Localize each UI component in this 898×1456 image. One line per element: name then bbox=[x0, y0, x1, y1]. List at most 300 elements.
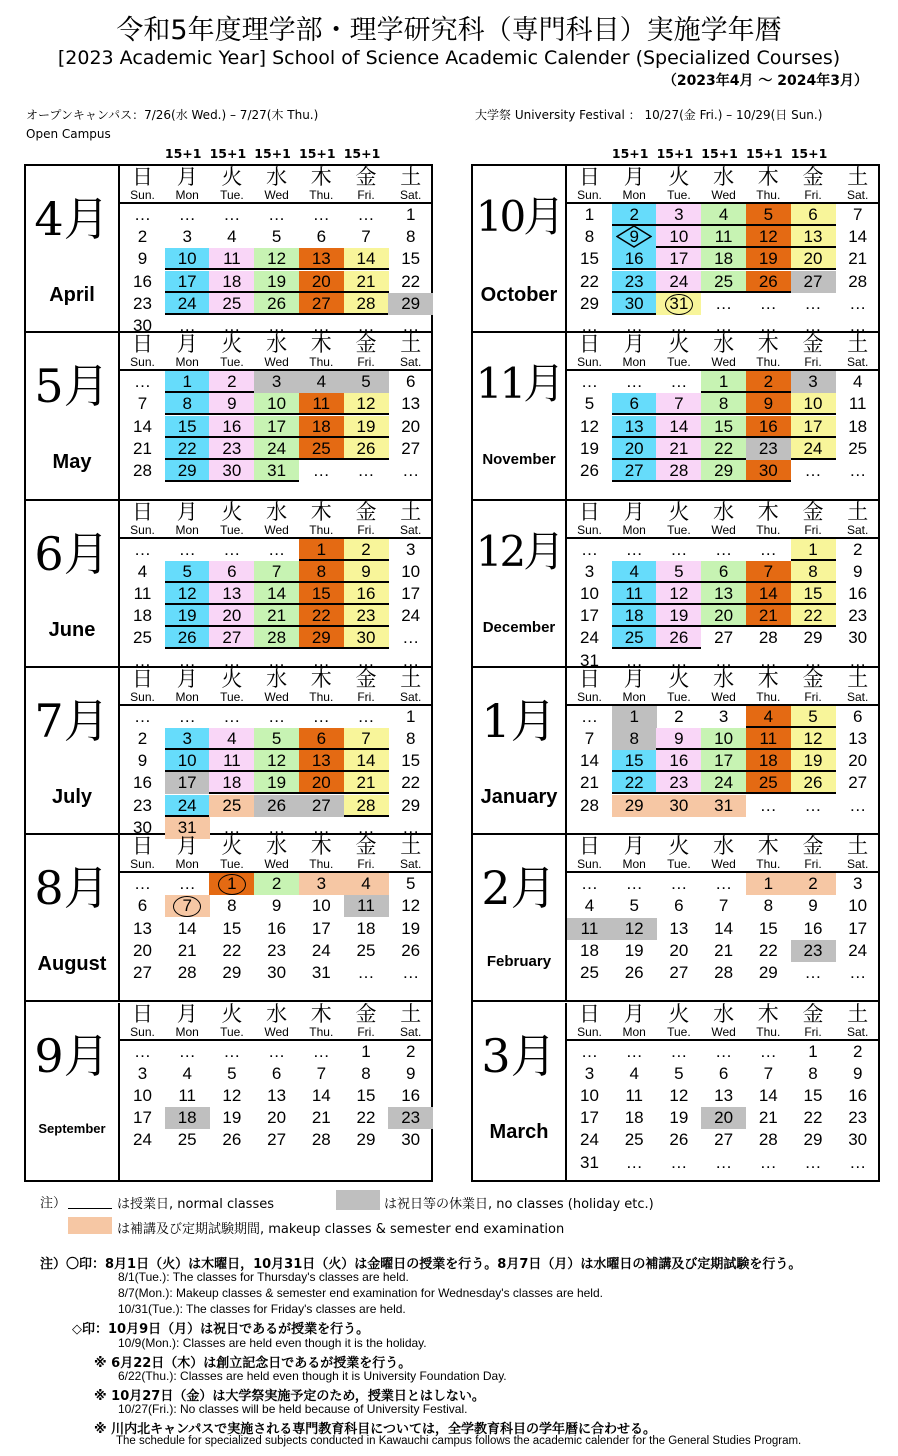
day-number: 17 bbox=[580, 606, 599, 626]
day-number: … bbox=[178, 205, 196, 224]
day-number: 22 bbox=[624, 773, 644, 793]
day-number: 21 bbox=[714, 940, 734, 960]
weekday-header-en: Fri. bbox=[804, 188, 822, 202]
day-number: 30 bbox=[401, 1130, 421, 1150]
day-cell bbox=[254, 1085, 299, 1107]
weekday-header-jp: 水 bbox=[266, 499, 288, 524]
weekday-header-jp: 金 bbox=[355, 499, 377, 524]
day-number: 10 bbox=[803, 394, 823, 414]
day-number: … bbox=[670, 1152, 688, 1172]
day-cell bbox=[165, 750, 210, 772]
day-cell bbox=[165, 728, 210, 750]
day-number: 6 bbox=[137, 896, 148, 916]
day-cell bbox=[299, 873, 344, 895]
weekday-header-en: Sun. bbox=[130, 857, 155, 872]
legend-makeup-text: は補講及び定期試験期間, makeup classes & semester end examination bbox=[117, 1222, 565, 1237]
weekday-header-en: Mon bbox=[622, 857, 646, 872]
week-count-label: 15+1 bbox=[164, 146, 202, 161]
day-cell bbox=[299, 416, 344, 438]
day-cell bbox=[254, 795, 299, 817]
day-number: 3 bbox=[316, 874, 327, 894]
day-number: 14 bbox=[848, 227, 868, 247]
day-cell bbox=[791, 895, 836, 917]
day-cell bbox=[701, 561, 746, 583]
day-cell bbox=[165, 248, 210, 270]
day-cell bbox=[165, 204, 210, 226]
day-number: 15 bbox=[401, 249, 421, 269]
weekday-header-jp: 火 bbox=[668, 332, 690, 357]
day-cell bbox=[567, 1063, 612, 1085]
day-cell bbox=[299, 918, 344, 940]
month-label-jp: 2月 bbox=[481, 861, 557, 916]
day-number: 16 bbox=[267, 918, 287, 938]
day-number: 22 bbox=[222, 940, 242, 960]
day-cell bbox=[746, 293, 791, 315]
day-cell bbox=[746, 1063, 791, 1085]
day-number: 27 bbox=[311, 293, 331, 313]
day-number: 1 bbox=[808, 1041, 818, 1061]
day-number: 18 bbox=[848, 416, 868, 436]
day-number: … bbox=[357, 316, 375, 335]
day-number: 17 bbox=[803, 416, 823, 436]
day-number: 29 bbox=[803, 1130, 823, 1150]
circle-mark: 1 bbox=[218, 874, 246, 895]
day-cell bbox=[835, 706, 880, 728]
day-number: 25 bbox=[222, 795, 242, 815]
day-number: … bbox=[357, 205, 375, 224]
day-cell bbox=[344, 895, 389, 917]
month-label bbox=[473, 333, 565, 498]
day-number: 22 bbox=[356, 1108, 376, 1128]
day-number: 23 bbox=[401, 1108, 421, 1128]
day-number: 1 bbox=[629, 706, 639, 726]
weekday-header-jp: 木 bbox=[310, 666, 332, 691]
weekday-header-jp: 月 bbox=[176, 834, 198, 859]
day-cell bbox=[165, 271, 210, 293]
day-number: 30 bbox=[848, 1130, 868, 1150]
day-cell bbox=[120, 1063, 165, 1085]
weekday-header-en: Thu. bbox=[756, 355, 781, 370]
day-cell bbox=[254, 226, 299, 248]
day-cell bbox=[120, 371, 165, 393]
day-number: 11 bbox=[178, 1085, 197, 1105]
day-cell bbox=[746, 728, 791, 750]
weekday-header-jp: 火 bbox=[221, 165, 243, 189]
day-number: 5 bbox=[182, 561, 192, 581]
weekday-header-en: Mon bbox=[622, 689, 646, 704]
day-number: 21 bbox=[356, 773, 376, 793]
day-cell bbox=[656, 248, 701, 270]
month-label bbox=[473, 835, 565, 1000]
month-block bbox=[26, 501, 431, 668]
day-cell bbox=[746, 962, 791, 984]
day-cell bbox=[746, 460, 791, 482]
day-number: 26 bbox=[401, 940, 421, 960]
weekday-header-en: Fri. bbox=[804, 355, 822, 370]
day-cell bbox=[344, 605, 389, 627]
day-number: 7 bbox=[763, 561, 774, 581]
month-label-en: March bbox=[489, 1120, 549, 1143]
day-cell bbox=[120, 1129, 165, 1151]
day-number: 18 bbox=[133, 606, 152, 626]
weekday-header-en: Fri. bbox=[357, 355, 375, 370]
day-number: 5 bbox=[674, 561, 684, 581]
day-cell bbox=[209, 627, 254, 649]
day-number: 6 bbox=[271, 1063, 282, 1083]
day-cell bbox=[701, 248, 746, 270]
day-cell bbox=[299, 1107, 344, 1129]
day-cell bbox=[388, 416, 433, 438]
day-number: 19 bbox=[222, 1108, 242, 1128]
day-cell bbox=[612, 371, 657, 393]
day-number: 20 bbox=[222, 606, 242, 626]
day-number: 24 bbox=[580, 1130, 599, 1150]
weekday-header-jp: 月 bbox=[623, 1001, 645, 1026]
day-cell bbox=[344, 750, 389, 772]
day-number: … bbox=[268, 539, 286, 559]
weekday-header-jp: 金 bbox=[802, 499, 824, 524]
day-number: 16 bbox=[356, 583, 376, 603]
day-number: 28 bbox=[580, 795, 599, 815]
month-block bbox=[473, 333, 878, 500]
day-number: … bbox=[402, 650, 420, 670]
day-cell bbox=[299, 1063, 344, 1085]
day-number: 11 bbox=[714, 227, 733, 247]
day-number: 8 bbox=[763, 896, 774, 916]
day-cell bbox=[165, 293, 210, 315]
day-cell bbox=[388, 750, 433, 772]
day-number: … bbox=[223, 817, 241, 837]
day-cell bbox=[209, 772, 254, 794]
day-cell bbox=[344, 393, 389, 415]
day-number: 13 bbox=[267, 1085, 287, 1105]
day-cell bbox=[299, 627, 344, 649]
day-number: 24 bbox=[669, 271, 689, 291]
day-number: 26 bbox=[803, 773, 823, 793]
weekday-header-en: Sat. bbox=[847, 355, 869, 370]
diamond-day-text: 9 bbox=[629, 227, 639, 247]
weekday-header-en: Sat. bbox=[847, 689, 869, 704]
day-cell bbox=[254, 1129, 299, 1151]
weekday-header-jp: 日 bbox=[132, 165, 153, 189]
day-number: 2 bbox=[674, 706, 684, 726]
day-cell bbox=[120, 750, 165, 772]
day-number: … bbox=[715, 650, 733, 670]
day-number: 23 bbox=[356, 606, 376, 626]
day-cell bbox=[701, 1129, 746, 1151]
day-number: 15 bbox=[714, 416, 734, 436]
day-number: 14 bbox=[758, 583, 778, 603]
day-number: … bbox=[312, 650, 330, 670]
day-cell bbox=[120, 962, 165, 984]
day-number: 26 bbox=[624, 962, 644, 982]
day-number: 15 bbox=[624, 751, 644, 771]
weekday-header-en: Sun. bbox=[577, 857, 602, 872]
day-cell bbox=[656, 416, 701, 438]
day-cell bbox=[835, 1129, 880, 1151]
weekday-header-jp: 土 bbox=[847, 499, 869, 524]
weekday-header-jp: 火 bbox=[668, 499, 690, 524]
day-cell bbox=[165, 1041, 210, 1063]
weekday-header-en: Thu. bbox=[309, 355, 334, 370]
day-number: … bbox=[178, 539, 196, 559]
day-cell bbox=[567, 460, 612, 482]
day-number: 1 bbox=[763, 874, 774, 894]
day-cell bbox=[120, 293, 165, 315]
day-number: 27 bbox=[222, 628, 242, 648]
weekday-header-jp: 月 bbox=[176, 332, 198, 357]
day-number: 4 bbox=[227, 227, 237, 247]
weekday-header-jp: 日 bbox=[579, 165, 600, 189]
day-number: 21 bbox=[758, 1108, 778, 1128]
day-number: 4 bbox=[227, 729, 237, 749]
day-cell bbox=[567, 204, 612, 226]
month-label-en: June bbox=[48, 618, 96, 641]
day-cell bbox=[612, 918, 657, 940]
day-number: 14 bbox=[714, 918, 734, 938]
day-cell bbox=[299, 226, 344, 248]
day-cell bbox=[254, 772, 299, 794]
day-cell bbox=[344, 460, 389, 482]
day-cell bbox=[701, 1063, 746, 1085]
day-number: 9 bbox=[405, 1063, 416, 1083]
day-cell bbox=[656, 940, 701, 962]
month-label bbox=[473, 166, 565, 331]
day-cell bbox=[612, 416, 657, 438]
day-cell bbox=[299, 605, 344, 627]
day-number: 16 bbox=[222, 416, 242, 436]
day-cell bbox=[701, 393, 746, 415]
weekday-header-jp: 水 bbox=[266, 165, 288, 189]
day-number: 9 bbox=[137, 249, 148, 269]
day-number: 23 bbox=[669, 773, 689, 793]
day-cell bbox=[835, 940, 880, 962]
day-cell bbox=[701, 460, 746, 482]
day-number: … bbox=[715, 1041, 733, 1061]
day-cell bbox=[344, 1129, 389, 1151]
day-cell bbox=[835, 460, 880, 482]
day-cell bbox=[746, 539, 791, 561]
day-cell bbox=[388, 627, 433, 649]
day-number: 22 bbox=[311, 606, 331, 626]
day-cell bbox=[746, 1152, 791, 1174]
weekday-header-en: Sun. bbox=[130, 522, 155, 537]
day-cell bbox=[835, 293, 880, 315]
day-cell bbox=[254, 627, 299, 649]
day-number: 2 bbox=[852, 1041, 863, 1061]
weekday-header-en: Thu. bbox=[309, 522, 334, 537]
day-cell bbox=[746, 226, 791, 248]
day-number: … bbox=[581, 539, 598, 559]
day-cell bbox=[791, 772, 836, 794]
day-number: 21 bbox=[133, 438, 152, 458]
day-cell bbox=[165, 873, 210, 895]
day-cell bbox=[567, 248, 612, 270]
day-cell bbox=[656, 1063, 701, 1085]
day-number: 9 bbox=[852, 561, 863, 581]
day-number: 3 bbox=[718, 706, 729, 726]
weekday-header-jp: 火 bbox=[221, 332, 243, 357]
day-number: 27 bbox=[401, 438, 421, 458]
weekday-header-en: Mon bbox=[175, 857, 199, 872]
week-count-label: 15+1 bbox=[343, 146, 381, 161]
day-number: … bbox=[134, 205, 151, 224]
day-number: 13 bbox=[669, 918, 689, 938]
weekday-header-en: Tue. bbox=[667, 1024, 691, 1039]
day-number: … bbox=[223, 706, 241, 726]
day-cell bbox=[165, 561, 210, 583]
day-cell bbox=[388, 940, 433, 962]
day-cell bbox=[567, 1085, 612, 1107]
month-label-en: January bbox=[480, 785, 558, 808]
day-cell bbox=[835, 627, 880, 649]
day-cell bbox=[209, 895, 254, 917]
weekday-header-jp: 木 bbox=[310, 1001, 332, 1026]
day-cell bbox=[344, 918, 389, 940]
legend-normal-text: は授業日, normal classes bbox=[117, 1197, 274, 1212]
day-cell bbox=[701, 605, 746, 627]
day-number: 13 bbox=[133, 918, 152, 938]
day-number: 2 bbox=[808, 874, 818, 894]
day-number: 11 bbox=[580, 918, 599, 938]
day-number: 18 bbox=[222, 773, 242, 793]
month-label-jp: 11月 bbox=[475, 359, 563, 409]
day-number: 12 bbox=[803, 729, 823, 749]
weekday-header-en: Thu. bbox=[756, 188, 781, 202]
day-number: 15 bbox=[356, 1085, 376, 1105]
day-number: 24 bbox=[803, 438, 823, 458]
day-cell bbox=[299, 728, 344, 750]
day-cell bbox=[701, 416, 746, 438]
day-cell bbox=[701, 293, 746, 315]
day-number: 31 bbox=[580, 1152, 599, 1172]
day-cell bbox=[701, 1041, 746, 1063]
weekday-header-en: Wed bbox=[264, 1024, 289, 1039]
day-cell bbox=[165, 627, 210, 649]
day-number: … bbox=[759, 539, 777, 559]
day-cell bbox=[299, 539, 344, 561]
day-cell bbox=[254, 962, 299, 984]
weekday-header-en: Tue. bbox=[220, 689, 244, 704]
day-number: … bbox=[849, 1152, 867, 1172]
day-number: 12 bbox=[624, 918, 644, 938]
day-number: 21 bbox=[177, 940, 197, 960]
day-cell bbox=[701, 204, 746, 226]
month-label bbox=[26, 1003, 118, 1181]
weekday-header-en: Tue. bbox=[667, 355, 691, 370]
day-number: 10 bbox=[267, 394, 287, 414]
day-cell bbox=[388, 226, 433, 248]
day-number: 16 bbox=[803, 918, 823, 938]
month-label-jp: 8月 bbox=[34, 861, 110, 916]
month-label bbox=[473, 668, 565, 833]
day-number: 18 bbox=[311, 416, 331, 436]
day-number: … bbox=[134, 539, 151, 559]
month-label-en: October bbox=[480, 284, 558, 306]
day-number: 30 bbox=[624, 293, 644, 313]
day-number: 26 bbox=[758, 271, 778, 291]
day-number: 26 bbox=[267, 795, 287, 815]
day-cell bbox=[209, 750, 254, 772]
day-cell bbox=[567, 539, 612, 561]
month-grid bbox=[565, 333, 880, 498]
weekday-header-en: Sun. bbox=[577, 1024, 602, 1039]
day-cell bbox=[791, 750, 836, 772]
day-cell bbox=[388, 1129, 433, 1151]
day-cell bbox=[701, 539, 746, 561]
legend-holiday-swatch bbox=[336, 1190, 380, 1210]
day-number: … bbox=[581, 706, 598, 726]
weekday-header-en: Fri. bbox=[357, 689, 375, 704]
weekday-header-en: Sat. bbox=[400, 689, 422, 704]
day-number: 6 bbox=[852, 706, 863, 726]
day-cell bbox=[656, 750, 701, 772]
period-label: （2023年4月 ～ 2024年3月） bbox=[662, 73, 868, 89]
day-cell bbox=[165, 706, 210, 728]
day-number: 29 bbox=[714, 461, 734, 481]
day-number: 2 bbox=[137, 227, 148, 247]
day-cell bbox=[165, 772, 210, 794]
day-number: … bbox=[268, 817, 286, 837]
week-count-label: 15+1 bbox=[299, 146, 336, 161]
day-number: 4 bbox=[182, 1063, 192, 1083]
day-number: … bbox=[312, 461, 330, 481]
note-foundation-day-en: 6/22(Thu.): Classes are held even though it is University Foundation Day. bbox=[118, 1369, 507, 1383]
day-cell bbox=[388, 962, 433, 984]
day-cell bbox=[120, 561, 165, 583]
week-count-label: 15+1 bbox=[701, 146, 738, 161]
day-cell bbox=[656, 1129, 701, 1151]
day-number: 23 bbox=[133, 795, 152, 815]
day-cell bbox=[209, 918, 254, 940]
weekday-header-en: Sun. bbox=[577, 522, 602, 537]
day-cell bbox=[254, 460, 299, 482]
day-cell bbox=[701, 750, 746, 772]
day-number: … bbox=[670, 1041, 688, 1061]
day-cell bbox=[254, 750, 299, 772]
day-cell bbox=[344, 940, 389, 962]
day-number: … bbox=[223, 650, 241, 670]
day-cell bbox=[746, 627, 791, 649]
day-number: … bbox=[268, 205, 286, 224]
weekday-header-en: Thu. bbox=[309, 689, 334, 704]
day-cell bbox=[746, 750, 791, 772]
day-cell bbox=[254, 561, 299, 583]
day-cell bbox=[209, 1129, 254, 1151]
day-number: 1 bbox=[718, 372, 729, 392]
day-cell bbox=[746, 940, 791, 962]
day-number: 25 bbox=[758, 773, 778, 793]
note-festival: ※ 10月27日（金）は大学祭実施予定のため，授業日とはしない。 bbox=[94, 1389, 485, 1404]
day-cell bbox=[567, 226, 612, 248]
day-cell bbox=[299, 271, 344, 293]
weekday-header-en: Thu. bbox=[309, 1024, 334, 1039]
day-number: 4 bbox=[361, 874, 371, 894]
day-cell bbox=[746, 1107, 791, 1129]
weekday-header-jp: 水 bbox=[266, 332, 288, 357]
day-number: 22 bbox=[401, 271, 421, 291]
day-cell bbox=[835, 271, 880, 293]
day-cell bbox=[612, 460, 657, 482]
day-cell bbox=[388, 561, 433, 583]
day-cell bbox=[344, 728, 389, 750]
day-cell bbox=[567, 728, 612, 750]
day-number: 9 bbox=[137, 751, 148, 771]
day-cell bbox=[344, 962, 389, 984]
weekday-header-jp: 土 bbox=[847, 1001, 869, 1026]
weekday-header-en: Tue. bbox=[667, 522, 691, 537]
day-cell bbox=[567, 561, 612, 583]
